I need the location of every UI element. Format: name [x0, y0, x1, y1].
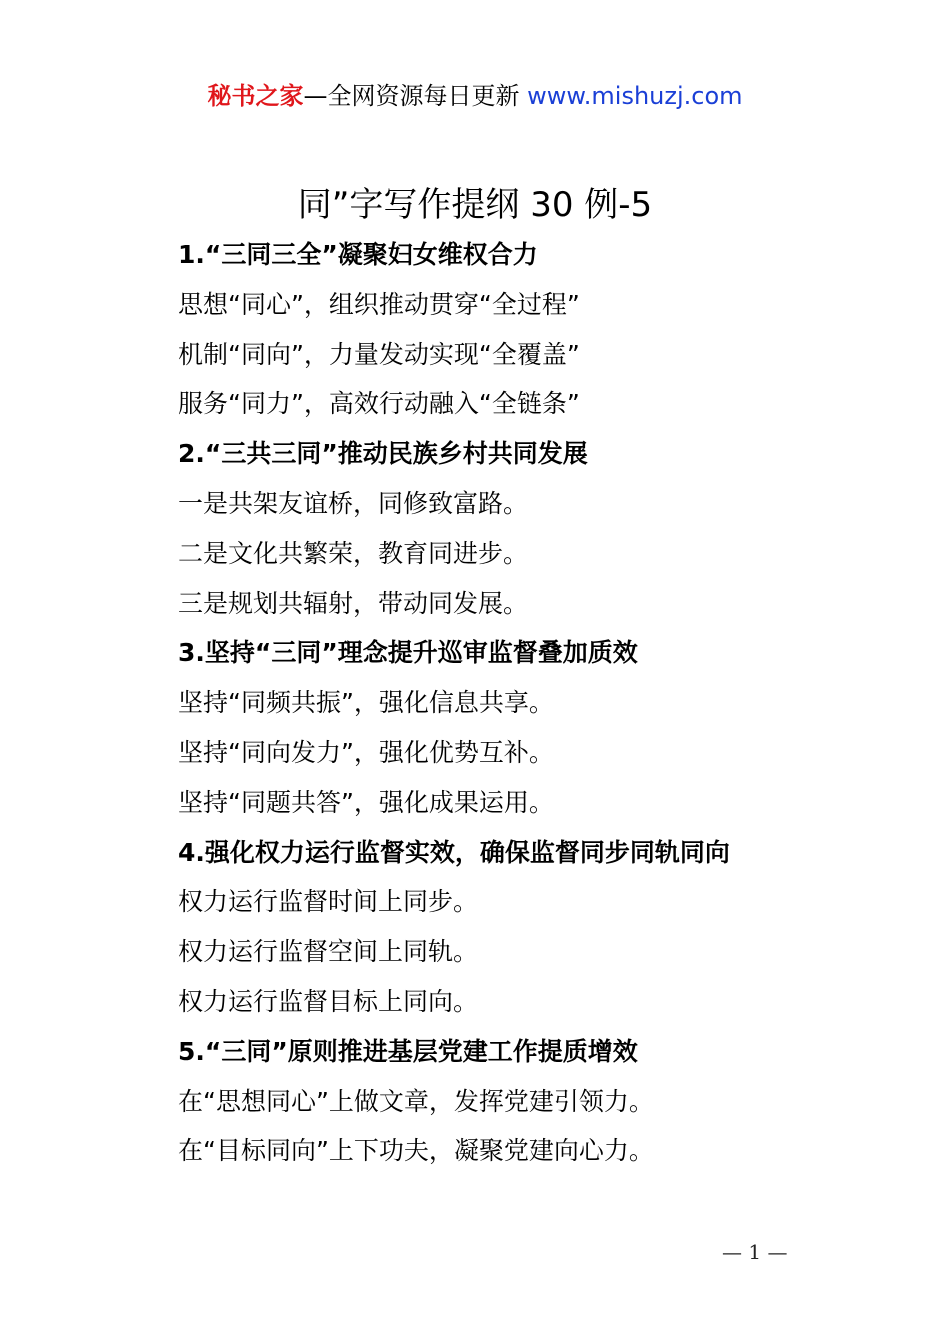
site-url-link[interactable]: www.mishuzj.com [527, 82, 743, 110]
brand-name: 秘书之家 [207, 82, 304, 110]
section-4-item-2: 权力运行监督空间上同轨。 [178, 937, 479, 967]
section-5-item-1: 在“思想同心”上做文章，发挥党建引领力。 [178, 1086, 654, 1116]
section-1-item-1: 思想“同心”，组织推动贯穿“全过程” [178, 289, 580, 319]
section-1-item-3: 服务“同力”，高效行动融入“全链条” [178, 389, 580, 419]
section-2-item-3: 三是规划共辐射，带动同发展。 [178, 588, 529, 618]
section-4-item-3: 权力运行监督目标上同向。 [178, 986, 479, 1016]
section-2-item-1: 一是共架友谊桥，同修致富路。 [178, 488, 529, 518]
section-3-item-3: 坚持“同题共答”，强化成果运用。 [178, 787, 554, 817]
page-number: — 1 — [722, 1240, 788, 1264]
section-5-item-2: 在“目标同向”上下功夫，凝聚党建向心力。 [178, 1136, 654, 1166]
section-1-item-2: 机制“同向”，力量发动实现“全覆盖” [178, 339, 580, 369]
section-3-item-2: 坚持“同向发力”，强化优势互补。 [178, 737, 554, 767]
section-heading-3: 3.坚持“三同”理念提升巡审监督叠加质效 [178, 638, 638, 668]
site-banner [0, 80, 950, 112]
section-4-item-1: 权力运行监督时间上同步。 [178, 887, 479, 917]
section-heading-4: 4.强化权力运行监督实效，确保监督同步同轨同向 [178, 837, 730, 867]
section-heading-5: 5.“三同”原则推进基层党建工作提质增效 [178, 1036, 638, 1066]
document-body [178, 230, 898, 1176]
section-3-item-1: 坚持“同频共振”，强化信息共享。 [178, 688, 554, 718]
section-heading-2: 2.“三共三同”推动民族乡村共同发展 [178, 439, 588, 469]
banner-slogan: —全网资源每日更新 [303, 82, 528, 110]
document-title: 同”字写作提纲 30 例-5 [297, 185, 653, 225]
section-heading-1: 1.“三同三全”凝聚妇女维权合力 [178, 240, 538, 269]
section-2-item-2: 二是文化共繁荣，教育同进步。 [178, 538, 529, 568]
